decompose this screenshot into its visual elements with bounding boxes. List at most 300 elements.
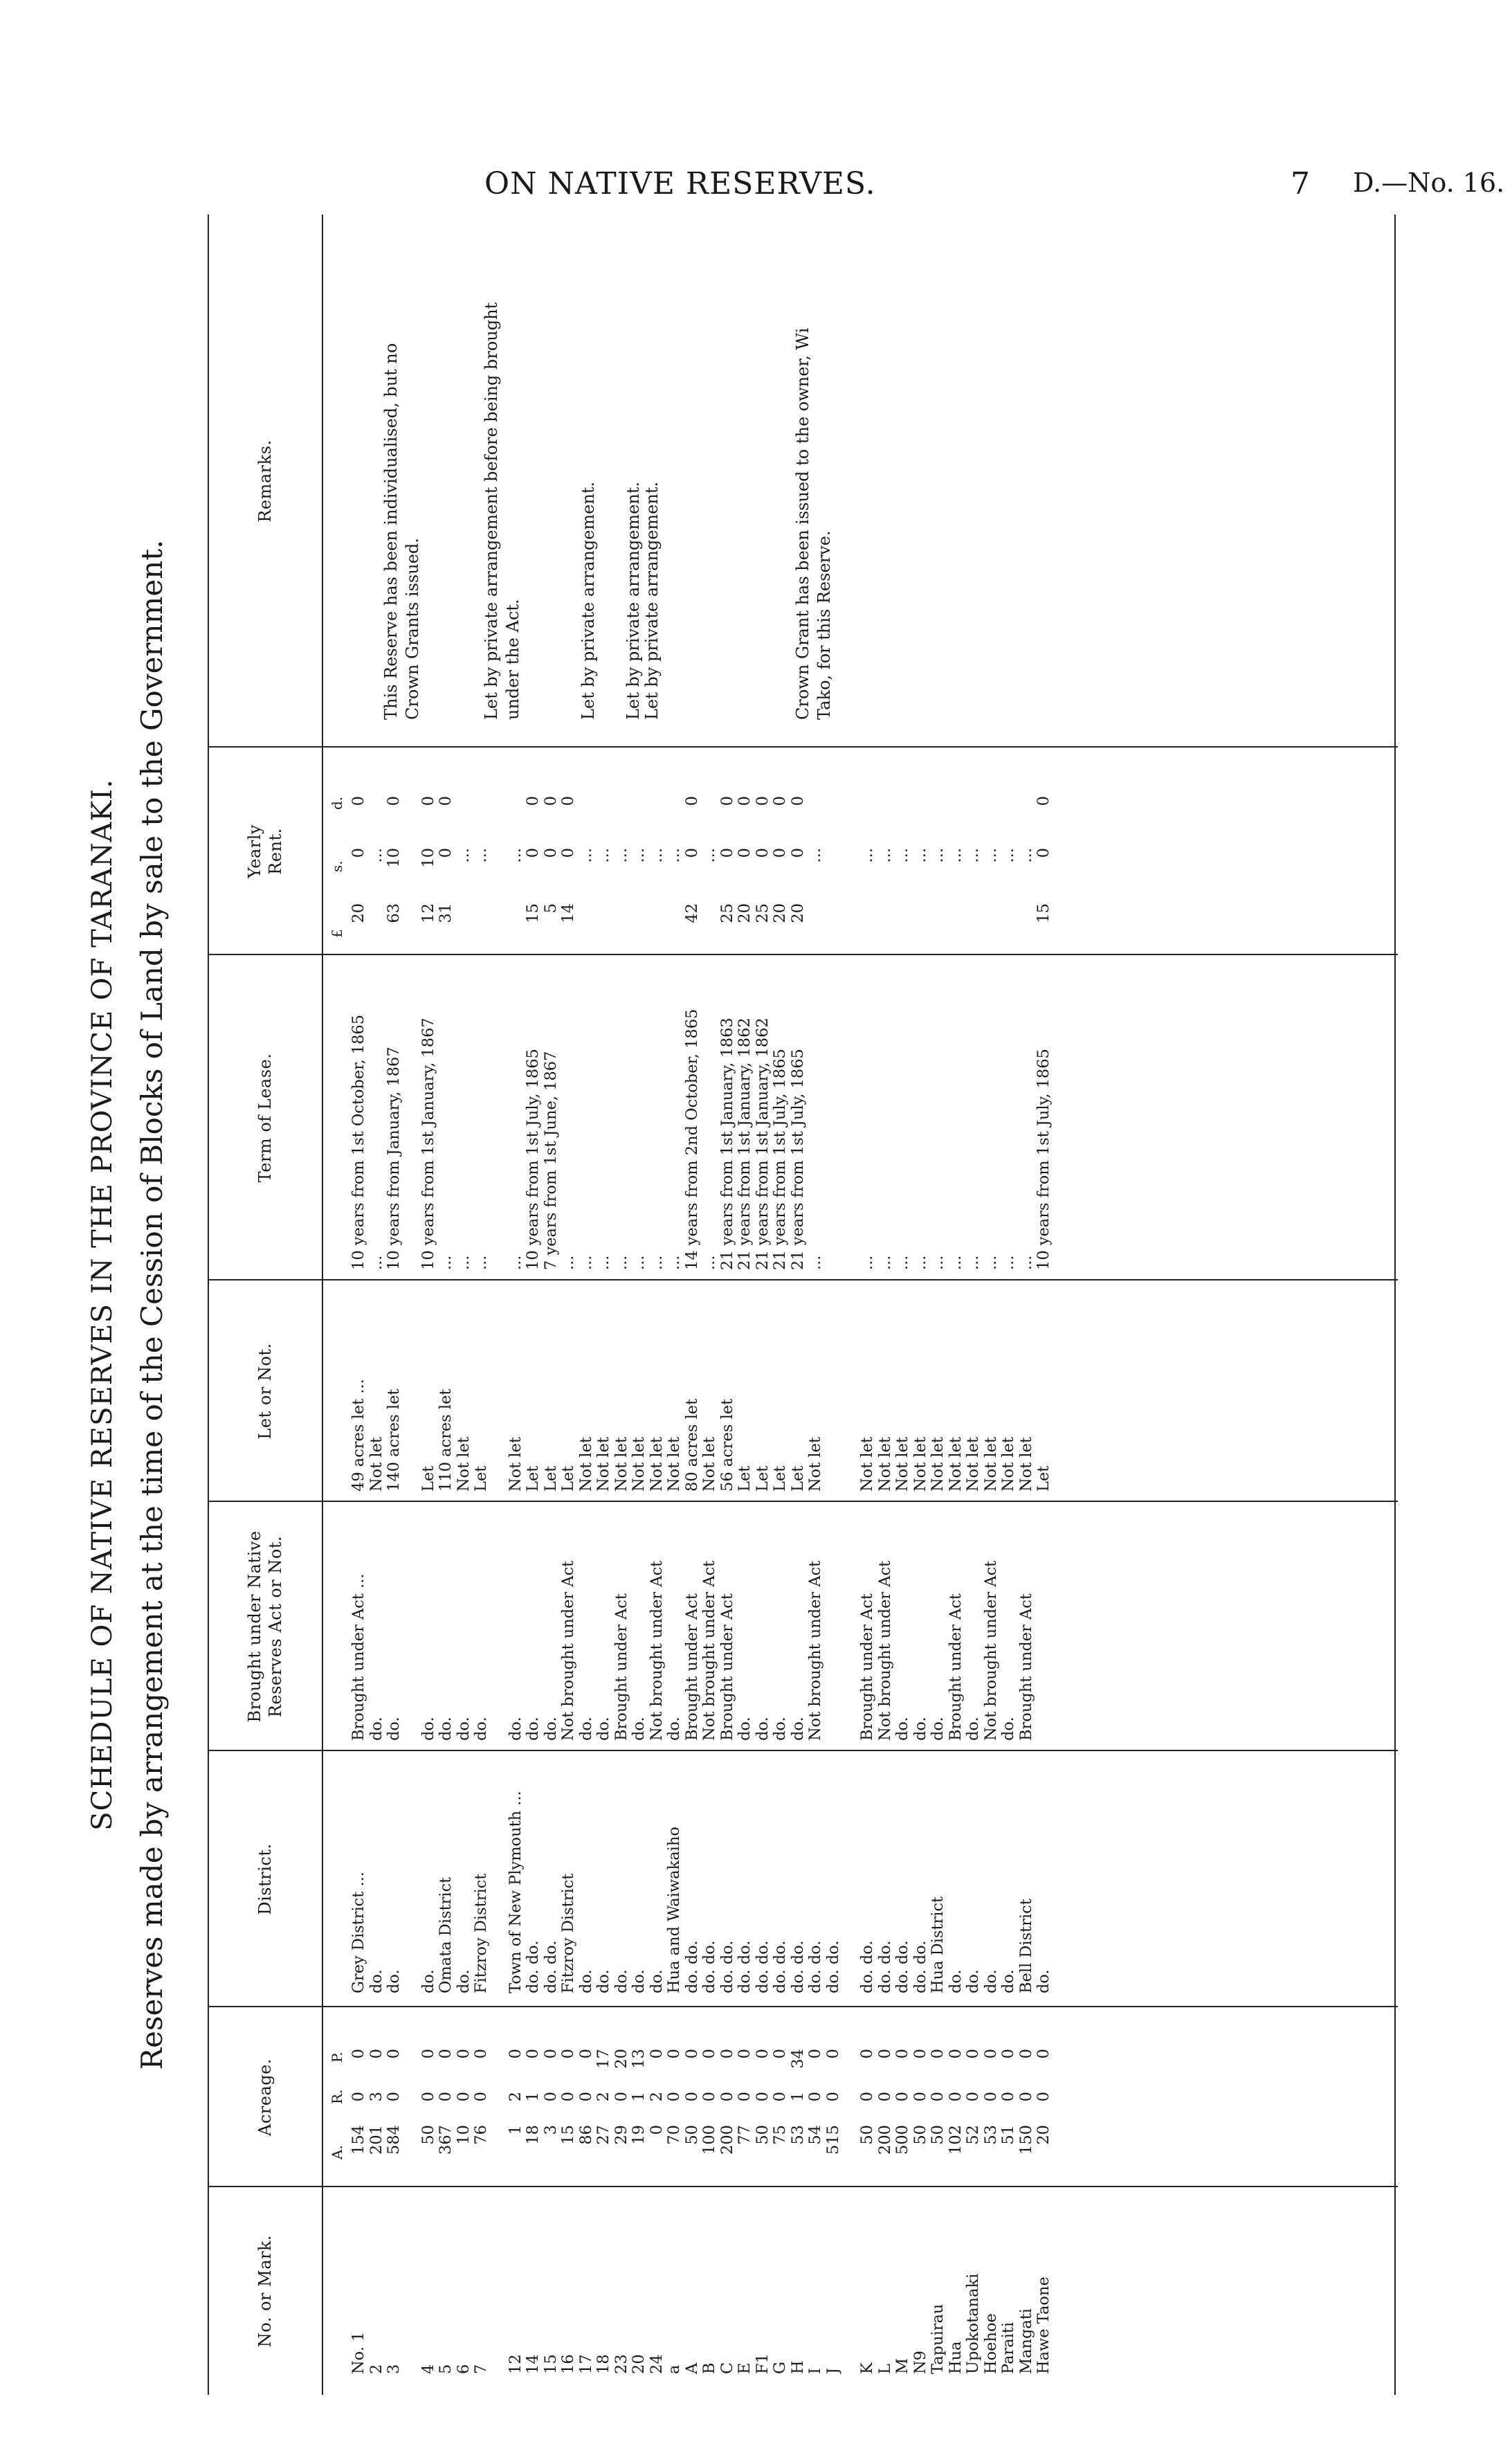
cell-a: 50 xyxy=(858,2125,876,2145)
cell-brought: do. xyxy=(419,1717,437,1741)
cell-r: 0 xyxy=(612,2092,630,2102)
cell-r: 0 xyxy=(419,2092,437,2102)
cell-brought: Brought under Act xyxy=(858,1593,876,1741)
cell-r: 0 xyxy=(718,2092,736,2102)
table-row xyxy=(700,215,718,2395)
cell-a: 15 xyxy=(559,2125,577,2145)
cell-rs: 0 xyxy=(524,848,542,858)
schedule-table xyxy=(208,215,1398,2395)
cell-rs: ... xyxy=(647,848,666,863)
cell-rl: 25 xyxy=(718,903,736,923)
cell-p: 0 xyxy=(736,2049,754,2059)
cell-term: ... xyxy=(875,1255,894,1270)
cell-r: 0 xyxy=(753,2092,772,2102)
table-row xyxy=(665,215,683,2395)
remark-reserve-j: Crown Grant has been issued to the owner, Wi Tako, for this Reserve. xyxy=(793,327,835,720)
cell-let: Not let xyxy=(893,1437,911,1492)
table-row xyxy=(1035,215,1053,2395)
cell-r: 0 xyxy=(999,2092,1017,2102)
cell-term: ... xyxy=(647,1255,666,1270)
cell-r: 0 xyxy=(665,2092,683,2102)
cell-brought: do. xyxy=(964,1717,982,1741)
cell-district: do. xyxy=(454,1969,473,1993)
cell-let: 110 acres let xyxy=(437,1388,455,1492)
cell-p: 0 xyxy=(929,2049,947,2059)
cell-term: ... xyxy=(700,1255,718,1270)
cell-no: 17 xyxy=(576,2354,595,2374)
cell-no: 6 xyxy=(454,2364,473,2374)
cell-rd: 0 xyxy=(736,796,754,806)
cell-rd: 0 xyxy=(718,796,736,806)
cell-brought: do. xyxy=(437,1717,455,1741)
cell-district: do. do. xyxy=(875,1940,894,1993)
cell-r: 0 xyxy=(576,2092,595,2102)
header-remarks: Remarks. xyxy=(255,440,275,523)
cell-a: 20 xyxy=(1035,2125,1053,2145)
header-let-or-not: Let or Not. xyxy=(255,1343,275,1440)
cell-no: Hawe Taone xyxy=(1035,2276,1053,2374)
cell-rs: 0 xyxy=(736,848,754,858)
cell-brought: do. xyxy=(506,1717,525,1741)
cell-a: 50 xyxy=(911,2125,929,2145)
cell-r: 0 xyxy=(454,2092,473,2102)
remark-reserve-18: Let by private arrangement. xyxy=(623,481,643,720)
cell-a: 18 xyxy=(524,2125,542,2145)
cell-let: Not let xyxy=(647,1437,666,1492)
cell-a: 200 xyxy=(875,2125,894,2155)
cell-r: 0 xyxy=(559,2092,577,2102)
cell-p: 0 xyxy=(875,2049,894,2059)
cell-brought: do. xyxy=(454,1717,473,1741)
cell-term: 21 years from 1st July, 1865 xyxy=(771,1049,789,1270)
cell-r: 0 xyxy=(700,2092,718,2102)
cell-r: 0 xyxy=(806,2092,824,2102)
cell-r: 0 xyxy=(736,2092,754,2102)
cell-rs: 0 xyxy=(788,848,807,858)
cell-rd: 0 xyxy=(753,796,772,806)
cell-p: 0 xyxy=(806,2049,824,2059)
cell-let: Not let xyxy=(911,1437,929,1492)
cell-let: Not let xyxy=(506,1437,525,1492)
cell-r: 0 xyxy=(823,2092,842,2102)
cell-brought: do. xyxy=(472,1717,490,1741)
cell-rl: 42 xyxy=(682,903,701,923)
cell-brought: Brought under Act xyxy=(1017,1593,1035,1741)
table-row xyxy=(1017,215,1035,2395)
cell-r: 1 xyxy=(524,2092,542,2102)
cell-district: do. xyxy=(594,1969,612,1993)
cell-no: 2 xyxy=(367,2364,385,2374)
schedule-subtitle: Reserves made by arrangement at the time of the Cession of Blocks of Land by sale to the Government. xyxy=(135,539,169,2070)
unit-acres: A. xyxy=(329,2145,345,2160)
cell-no: Upokotanaki xyxy=(964,2273,982,2374)
cell-district: do. xyxy=(367,1969,385,1993)
cell-p: 0 xyxy=(385,2049,403,2059)
cell-rd: 0 xyxy=(682,796,701,806)
cell-rl: 15 xyxy=(1035,903,1053,923)
cell-district: do. do. xyxy=(788,1940,807,1993)
cell-rs: 0 xyxy=(437,848,455,858)
cell-p: 20 xyxy=(612,2049,630,2069)
cell-district: do. do. xyxy=(682,1940,701,1993)
cell-r: 0 xyxy=(771,2092,789,2102)
cell-term: 21 years from 1st January, 1862 xyxy=(736,1017,754,1270)
cell-r: 0 xyxy=(858,2092,876,2102)
cell-district: do. do. xyxy=(858,1940,876,1993)
cell-a: 50 xyxy=(753,2125,772,2145)
cell-p: 0 xyxy=(437,2049,455,2059)
unit-roods: R. xyxy=(329,2089,345,2104)
cell-a: 50 xyxy=(929,2125,947,2145)
cell-rs: 0 xyxy=(559,848,577,858)
cell-no: G xyxy=(771,2362,789,2374)
cell-r: 1 xyxy=(788,2092,807,2102)
table-row xyxy=(771,215,789,2395)
cell-rs: ... xyxy=(454,848,473,863)
cell-no: 15 xyxy=(541,2354,560,2374)
paper-reference: D.—No. 16. xyxy=(1353,168,1505,198)
header-district: District. xyxy=(255,1843,275,1915)
cell-p: 0 xyxy=(911,2049,929,2059)
cell-rd: 0 xyxy=(541,796,560,806)
cell-brought: Brought under Act xyxy=(946,1593,965,1741)
cell-no: N9 xyxy=(911,2350,929,2374)
cell-term: ... xyxy=(893,1255,911,1270)
cell-a: 54 xyxy=(806,2125,824,2145)
cell-p: 0 xyxy=(506,2049,525,2059)
table-row xyxy=(982,215,1000,2395)
cell-brought: Brought under Act xyxy=(718,1593,736,1741)
table-row xyxy=(349,215,367,2395)
cell-p: 0 xyxy=(858,2049,876,2059)
cell-rs: ... xyxy=(594,848,612,863)
cell-no: L xyxy=(875,2364,894,2374)
cell-let: Let xyxy=(472,1465,490,1492)
cell-no: 4 xyxy=(419,2364,437,2374)
cell-no: J xyxy=(823,2367,842,2374)
cell-no: 23 xyxy=(612,2354,630,2374)
cell-no: C xyxy=(718,2362,736,2374)
cell-no: F1 xyxy=(753,2353,772,2374)
cell-rd: 0 xyxy=(559,796,577,806)
running-title: ON NATIVE RESERVES. xyxy=(484,166,876,201)
table-row xyxy=(455,215,473,2395)
cell-brought: Not brought under Act xyxy=(806,1560,824,1741)
cell-district: do. do. xyxy=(893,1940,911,1993)
cell-rl: 5 xyxy=(541,903,560,914)
cell-district: do. xyxy=(981,1969,1000,1993)
cell-p: 0 xyxy=(893,2049,911,2059)
table-row xyxy=(911,215,929,2395)
header-brought-under-act: Brought under Native Reserves Act or Not. xyxy=(245,1530,285,1723)
cell-term: ... xyxy=(454,1255,473,1270)
cell-rl: 20 xyxy=(788,903,807,923)
cell-r: 0 xyxy=(385,2092,403,2102)
cell-p: 0 xyxy=(964,2049,982,2059)
cell-r: 0 xyxy=(1035,2092,1053,2102)
cell-a: 150 xyxy=(1017,2125,1035,2155)
cell-a: 53 xyxy=(981,2125,1000,2145)
cell-district: do. do. xyxy=(524,1940,542,1993)
cell-term: ... xyxy=(612,1255,630,1270)
table-row xyxy=(876,215,894,2395)
cell-no: 20 xyxy=(630,2354,648,2374)
cell-p: 0 xyxy=(1017,2049,1035,2059)
cell-p: 0 xyxy=(367,2049,385,2059)
cell-term: 10 years from 1st January, 1867 xyxy=(419,1017,437,1270)
cell-brought: do. xyxy=(576,1717,595,1741)
table-row xyxy=(559,215,577,2395)
cell-a: 154 xyxy=(349,2125,367,2155)
cell-district: Fitzroy District xyxy=(559,1873,577,1993)
header-acreage: Acreage. xyxy=(255,2058,275,2136)
cell-let: 80 acres let xyxy=(682,1398,701,1492)
cell-term: ... xyxy=(911,1255,929,1270)
cell-let: Not let xyxy=(981,1437,1000,1492)
cell-p: 0 xyxy=(700,2049,718,2059)
cell-term: 21 years from 1st January, 1862 xyxy=(753,1017,772,1270)
cell-rs: 0 xyxy=(541,848,560,858)
cell-a: 10 xyxy=(454,2125,473,2145)
cell-let: Let xyxy=(524,1465,542,1492)
cell-no: 14 xyxy=(524,2354,542,2374)
cell-no: B xyxy=(700,2362,718,2374)
cell-term: ... xyxy=(981,1255,1000,1270)
cell-rs: 0 xyxy=(1035,848,1053,858)
cell-no: 16 xyxy=(559,2354,577,2374)
cell-let: Let xyxy=(736,1465,754,1492)
table-row xyxy=(929,215,947,2395)
cell-term: 21 years from 1st January, 1863 xyxy=(718,1017,736,1270)
remark-reserve-3: This Reserve has been individualised, but no Crown Grants issued. xyxy=(381,343,423,720)
cell-brought: Not brought under Act xyxy=(559,1560,577,1741)
cell-district: Bell District xyxy=(1017,1899,1035,1993)
cell-district: Town of New Plymouth ... xyxy=(506,1791,525,1993)
cell-term: 10 years from January, 1867 xyxy=(385,1047,403,1270)
cell-p: 34 xyxy=(788,2049,807,2069)
cell-term: 7 years from 1st June, 1867 xyxy=(541,1051,560,1270)
cell-a: 86 xyxy=(576,2125,595,2145)
cell-no: 5 xyxy=(437,2364,455,2374)
cell-p: 0 xyxy=(541,2049,560,2059)
remark-reserve-7: Let by private arrangement before being brought under the Act. xyxy=(482,302,523,720)
cell-rd: 0 xyxy=(437,796,455,806)
cell-rs: ... xyxy=(858,848,876,863)
cell-let: Not let xyxy=(929,1437,947,1492)
cell-rl: 20 xyxy=(736,903,754,923)
cell-district: do. do. xyxy=(823,1940,842,1993)
header-yearly-rent: Yearly Rent. xyxy=(245,824,285,878)
cell-brought: Brought under Act xyxy=(612,1593,630,1741)
cell-p: 0 xyxy=(718,2049,736,2059)
cell-rl: 15 xyxy=(524,903,542,923)
cell-p: 0 xyxy=(946,2049,965,2059)
cell-term: 10 years from 1st October, 1865 xyxy=(349,1014,367,1270)
cell-brought: do. xyxy=(999,1717,1017,1741)
cell-a: 76 xyxy=(472,2125,490,2145)
table-row xyxy=(964,215,982,2395)
cell-let: Let xyxy=(1035,1465,1053,1492)
cell-r: 0 xyxy=(893,2092,911,2102)
cell-district: Grey District ... xyxy=(349,1872,367,1993)
cell-r: 2 xyxy=(647,2092,666,2102)
cell-district: do. xyxy=(630,1969,648,1993)
cell-a: 52 xyxy=(964,2125,982,2145)
cell-no: Hua xyxy=(946,2341,965,2374)
cell-district: do. do. xyxy=(541,1940,560,1993)
cell-let: 49 acres let ... xyxy=(349,1379,367,1492)
cell-let: Not let xyxy=(454,1437,473,1492)
cell-r: 2 xyxy=(506,2092,525,2102)
cell-term: ... xyxy=(559,1255,577,1270)
cell-term: ... xyxy=(665,1255,683,1270)
table-body xyxy=(349,215,1053,2395)
cell-district: do. xyxy=(1035,1969,1053,1993)
unit-pence: d. xyxy=(329,796,345,810)
cell-district: do. xyxy=(419,1969,437,1993)
cell-rs: ... xyxy=(893,848,911,863)
cell-brought: do. xyxy=(594,1717,612,1741)
cell-rs: ... xyxy=(964,848,982,863)
cell-district: do. do. xyxy=(736,1940,754,1993)
cell-a: 0 xyxy=(647,2125,666,2135)
schedule-title: SCHEDULE OF NATIVE RESERVES IN THE PROVINCE OF TARANAKI. xyxy=(86,779,118,1831)
cell-term: 10 years from 1st July, 1865 xyxy=(1035,1049,1053,1270)
cell-rs: ... xyxy=(875,848,894,863)
table-row xyxy=(858,215,876,2395)
cell-term: ... xyxy=(437,1255,455,1270)
cell-brought: Not brought under Act xyxy=(700,1560,718,1741)
cell-rs: ... xyxy=(1017,848,1035,863)
cell-brought: Brought under Act ... xyxy=(349,1573,367,1741)
cell-r: 0 xyxy=(911,2092,929,2102)
cell-let: Not let xyxy=(875,1437,894,1492)
cell-r: 0 xyxy=(1017,2092,1035,2102)
cell-term: ... xyxy=(1017,1255,1035,1270)
unit-shillings: s. xyxy=(329,860,345,872)
cell-term: ... xyxy=(929,1255,947,1270)
cell-term: ... xyxy=(806,1255,824,1270)
cell-no: 7 xyxy=(472,2364,490,2374)
cell-district: do. xyxy=(999,1969,1017,1993)
cell-district: do. do. xyxy=(911,1940,929,1993)
cell-r: 0 xyxy=(541,2092,560,2102)
schedule-block xyxy=(86,215,1422,2395)
remark-reserve-23: Let by private arrangement. xyxy=(642,481,662,720)
cell-no: I xyxy=(806,2368,824,2374)
cell-brought: do. xyxy=(367,1717,385,1741)
cell-no: H xyxy=(788,2360,807,2374)
cell-r: 0 xyxy=(682,2092,701,2102)
cell-a: 584 xyxy=(385,2125,403,2155)
cell-term: 21 years from 1st July, 1865 xyxy=(788,1049,807,1270)
cell-brought: do. xyxy=(893,1717,911,1741)
cell-brought: do. xyxy=(788,1717,807,1741)
cell-r: 1 xyxy=(630,2092,648,2102)
cell-p: 0 xyxy=(823,2049,842,2059)
cell-let: Not let xyxy=(700,1437,718,1492)
cell-a: 102 xyxy=(946,2125,965,2155)
cell-term: ... xyxy=(630,1255,648,1270)
cell-let: Let xyxy=(419,1465,437,1492)
cell-rs: 0 xyxy=(753,848,772,858)
cell-let: Not let xyxy=(665,1437,683,1492)
cell-brought: do. xyxy=(665,1717,683,1741)
cell-rd: 0 xyxy=(1035,796,1053,806)
cell-no: M xyxy=(893,2357,911,2374)
cell-p: 0 xyxy=(349,2049,367,2059)
cell-district: do. xyxy=(576,1969,595,1993)
cell-brought: do. xyxy=(524,1717,542,1741)
cell-rl: 20 xyxy=(349,903,367,923)
cell-let: Let xyxy=(771,1465,789,1492)
cell-no: Hoehoe xyxy=(981,2313,1000,2374)
cell-rs: ... xyxy=(999,848,1017,863)
cell-rs: ... xyxy=(806,848,824,863)
remark-reserve-16: Let by private arrangement. xyxy=(579,481,598,720)
cell-no: No. 1 xyxy=(349,2331,367,2374)
cell-brought: do. xyxy=(541,1717,560,1741)
cell-let: Let xyxy=(541,1465,560,1492)
cell-district: do. do. xyxy=(700,1940,718,1993)
cell-a: 53 xyxy=(788,2125,807,2145)
cell-district: do. xyxy=(964,1969,982,1993)
cell-p: 0 xyxy=(576,2049,595,2059)
cell-brought: do. xyxy=(911,1717,929,1741)
cell-rl: 31 xyxy=(437,903,455,923)
cell-no: E xyxy=(736,2362,754,2374)
cell-rs: ... xyxy=(612,848,630,863)
cell-p: 0 xyxy=(419,2049,437,2059)
cell-district: Fitzroy District xyxy=(472,1873,490,1993)
cell-term: ... xyxy=(858,1255,876,1270)
cell-rs: ... xyxy=(630,848,648,863)
cell-rl: 25 xyxy=(753,903,772,923)
cell-brought: do. xyxy=(736,1717,754,1741)
cell-district: do. do. xyxy=(753,1940,772,1993)
cell-p: 0 xyxy=(647,2049,666,2059)
cell-a: 200 xyxy=(718,2125,736,2155)
cell-p: 0 xyxy=(1035,2049,1053,2059)
table-row xyxy=(736,215,754,2395)
cell-r: 2 xyxy=(594,2092,612,2102)
cell-a: 3 xyxy=(541,2125,560,2135)
cell-term: ... xyxy=(946,1255,965,1270)
cell-rd: 0 xyxy=(419,796,437,806)
cell-a: 515 xyxy=(823,2125,842,2155)
cell-rs: 0 xyxy=(682,848,701,858)
cell-p: 17 xyxy=(594,2049,612,2069)
table-row xyxy=(947,215,965,2395)
cell-r: 0 xyxy=(875,2092,894,2102)
cell-rs: ... xyxy=(929,848,947,863)
cell-district: Hua and Waiwakaiho xyxy=(665,1827,683,1993)
cell-let: Not let xyxy=(576,1437,595,1492)
cell-brought: do. xyxy=(753,1717,772,1741)
cell-district: do. do. xyxy=(718,1940,736,1993)
cell-p: 0 xyxy=(682,2049,701,2059)
cell-rs: 10 xyxy=(385,848,403,868)
cell-let: Let xyxy=(788,1465,807,1492)
cell-district: do. xyxy=(946,1969,965,1993)
cell-let: Not let xyxy=(594,1437,612,1492)
cell-no: 18 xyxy=(594,2354,612,2374)
cell-r: 0 xyxy=(437,2092,455,2102)
cell-let: Not let xyxy=(367,1437,385,1492)
table-top-rule xyxy=(208,215,209,2395)
cell-rs: ... xyxy=(665,848,683,863)
header-rule xyxy=(322,215,323,2395)
